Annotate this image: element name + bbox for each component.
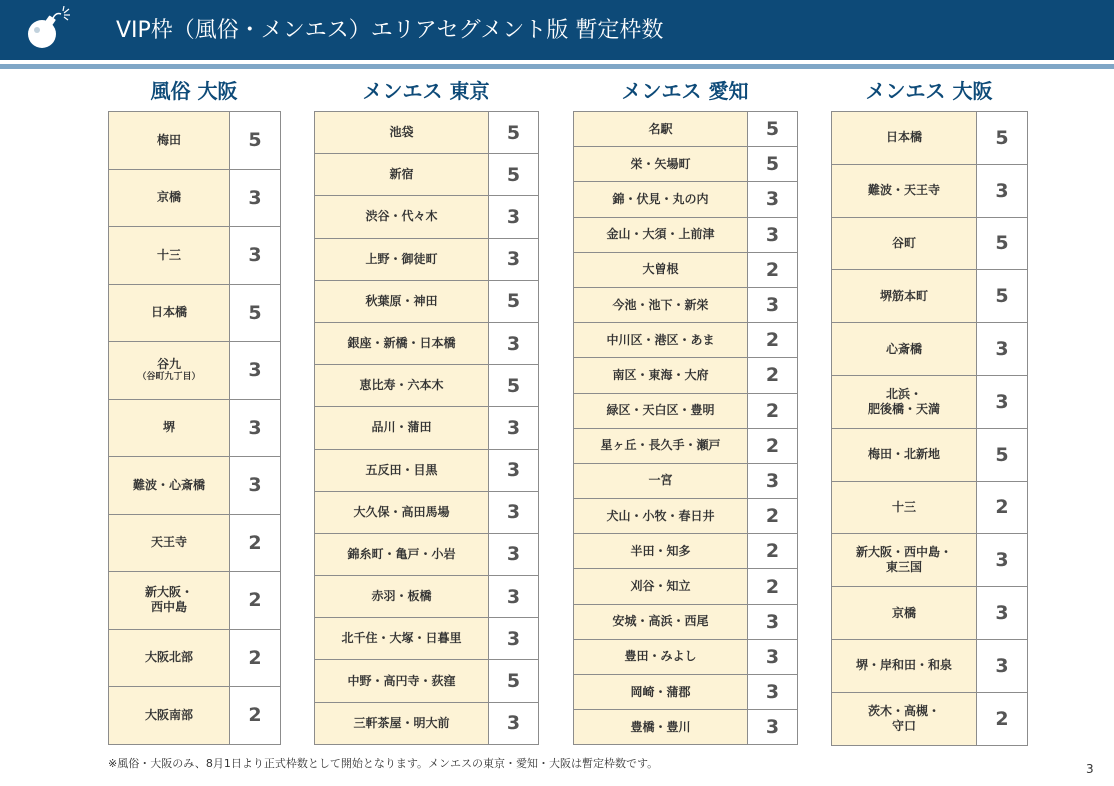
area-cell — [315, 196, 489, 238]
table-row — [315, 280, 539, 322]
slot-count: 3 — [748, 287, 798, 322]
area-name: 豊田・みよし — [624, 649, 697, 664]
area-name: 日本橋 — [150, 305, 187, 320]
area-cell — [315, 238, 489, 280]
slot-count: 2 — [230, 629, 281, 687]
slot-count: 3 — [977, 323, 1028, 376]
area-cell — [109, 514, 230, 572]
area-cell — [315, 280, 489, 322]
area-cell — [832, 112, 977, 165]
column-title-menes-aichi: メンエス 愛知 — [621, 79, 749, 103]
area-name: 新大阪・ 西中島 — [144, 585, 193, 615]
area-name: 梅田 — [156, 132, 181, 147]
slot-count: 2 — [230, 514, 281, 572]
area-cell — [315, 618, 489, 660]
slot-count: 2 — [748, 252, 798, 287]
table-row — [832, 217, 1028, 270]
area-cell — [109, 457, 230, 515]
area-cell — [315, 491, 489, 533]
area-name: 京橋 — [891, 605, 916, 620]
slot-count: 5 — [977, 217, 1028, 270]
area-name: 星ヶ丘・長久手・瀬戸 — [600, 438, 721, 453]
area-cell — [574, 569, 748, 604]
area-name: 難波・天王寺 — [867, 183, 940, 198]
area-cell — [832, 164, 977, 217]
column-title-menes-tokyo: メンエス 東京 — [362, 79, 490, 103]
table-row — [109, 572, 281, 630]
column-title-fuzoku-osaka: 風俗 大阪 — [150, 79, 238, 103]
area-cell — [315, 533, 489, 575]
table-row — [109, 284, 281, 342]
table-row — [109, 227, 281, 285]
area-name: 大阪南部 — [144, 707, 193, 722]
area-cell — [574, 499, 748, 534]
slot-count: 3 — [230, 227, 281, 285]
slot-count: 3 — [748, 710, 798, 745]
area-cell — [574, 217, 748, 252]
area-name: 梅田・北新地 — [867, 447, 940, 462]
area-cell — [109, 629, 230, 687]
table-row — [574, 463, 798, 498]
slot-count: 5 — [748, 112, 798, 147]
area-cell — [574, 710, 748, 745]
area-name: 栄・矢場町 — [630, 156, 691, 171]
area-cell — [574, 147, 748, 182]
table-row — [832, 692, 1028, 745]
slot-count: 2 — [748, 323, 798, 358]
table-row — [832, 112, 1028, 165]
table-row — [109, 112, 281, 170]
area-cell — [315, 702, 489, 744]
area-name: 刈谷・知立 — [630, 579, 691, 594]
slot-count: 3 — [748, 639, 798, 674]
table-row — [315, 449, 539, 491]
slot-count: 3 — [977, 587, 1028, 640]
table-row — [832, 375, 1028, 428]
area-name: 池袋 — [389, 125, 414, 140]
table-row — [832, 534, 1028, 587]
slot-count: 3 — [489, 238, 539, 280]
slot-count: 5 — [748, 147, 798, 182]
area-cell — [109, 342, 230, 400]
table-row — [315, 365, 539, 407]
table-row — [574, 182, 798, 217]
table-row — [109, 399, 281, 457]
area-cell — [574, 287, 748, 322]
slot-count: 5 — [230, 284, 281, 342]
slot-count: 2 — [748, 499, 798, 534]
table-row — [574, 358, 798, 393]
area-name: 品川・蒲田 — [371, 420, 432, 435]
area-name: 堺筋本町 — [879, 288, 928, 303]
area-cell — [315, 365, 489, 407]
slot-count: 3 — [977, 375, 1028, 428]
slot-count: 2 — [748, 428, 798, 463]
table-row — [574, 147, 798, 182]
slot-count: 2 — [977, 481, 1028, 534]
table-row — [574, 534, 798, 569]
slot-count: 3 — [489, 618, 539, 660]
area-cell — [315, 322, 489, 364]
slot-count: 5 — [489, 365, 539, 407]
table-row — [109, 629, 281, 687]
area-name: 日本橋 — [885, 130, 922, 145]
area-cell — [574, 534, 748, 569]
slot-count: 3 — [748, 217, 798, 252]
area-name: 半田・知多 — [630, 543, 691, 558]
area-name: 十三 — [891, 499, 916, 514]
slot-count: 3 — [230, 169, 281, 227]
table-row — [574, 252, 798, 287]
slot-count: 5 — [489, 280, 539, 322]
area-cell — [109, 572, 230, 630]
area-name: 大曽根 — [642, 262, 679, 277]
header-accent-line — [0, 64, 1114, 69]
table-row — [574, 499, 798, 534]
table-row — [574, 675, 798, 710]
table-menes-tokyo — [314, 111, 539, 745]
page-number: 3 — [1086, 762, 1094, 776]
area-name: 南区・東海・大府 — [612, 367, 709, 382]
area-cell — [574, 393, 748, 428]
area-name: 堺 — [162, 420, 175, 435]
area-cell — [832, 534, 977, 587]
table-row — [315, 660, 539, 702]
area-cell — [574, 358, 748, 393]
table-row — [574, 323, 798, 358]
slot-count: 5 — [977, 428, 1028, 481]
area-cell — [109, 112, 230, 170]
area-cell — [109, 399, 230, 457]
slot-count: 3 — [489, 449, 539, 491]
area-name: 緑区・天白区・豊明 — [606, 403, 715, 418]
table-row — [315, 238, 539, 280]
area-subname: （谷町九丁目） — [137, 372, 201, 383]
slot-count: 5 — [489, 660, 539, 702]
table-row — [574, 569, 798, 604]
area-name: 谷町 — [891, 235, 916, 250]
slot-count: 2 — [230, 687, 281, 745]
area-name: 谷九 — [156, 357, 181, 372]
header-bar — [0, 0, 1114, 60]
table-row — [832, 323, 1028, 376]
slot-count: 3 — [489, 491, 539, 533]
area-name: 新大阪・西中島・ 東三国 — [855, 545, 952, 575]
slot-count: 2 — [977, 692, 1028, 745]
table-row — [315, 322, 539, 364]
area-cell — [832, 481, 977, 534]
area-cell — [109, 227, 230, 285]
area-cell — [832, 375, 977, 428]
slot-count: 3 — [489, 576, 539, 618]
area-name: 名駅 — [648, 121, 673, 136]
table-row — [574, 287, 798, 322]
area-name: 中川区・港区・あま — [606, 332, 715, 347]
slot-count: 3 — [230, 457, 281, 515]
table-row — [832, 164, 1028, 217]
table-row — [574, 217, 798, 252]
table-row — [109, 169, 281, 227]
table-row — [574, 112, 798, 147]
area-name: 大阪北部 — [144, 650, 193, 665]
area-cell — [574, 675, 748, 710]
table-row — [574, 710, 798, 745]
area-name: 今池・池下・新栄 — [612, 297, 709, 312]
table-menes-osaka — [831, 111, 1028, 746]
slot-count: 5 — [977, 270, 1028, 323]
slot-count: 3 — [489, 702, 539, 744]
table-row — [574, 428, 798, 463]
page-title: VIP枠（風俗・メンエス）エリアセグメント版 暫定枠数 — [116, 18, 664, 43]
area-name: 豊橋・豊川 — [630, 719, 691, 734]
slot-count: 2 — [748, 534, 798, 569]
slot-count: 3 — [230, 342, 281, 400]
area-name: 秋葉原・神田 — [365, 293, 438, 308]
slot-count: 3 — [230, 399, 281, 457]
table-row — [574, 604, 798, 639]
area-cell — [832, 587, 977, 640]
area-cell — [574, 639, 748, 674]
table-row — [574, 393, 798, 428]
area-name: 天王寺 — [150, 535, 187, 550]
area-cell — [574, 604, 748, 639]
slot-count: 3 — [489, 407, 539, 449]
area-name: 犬山・小牧・春日井 — [606, 508, 715, 523]
area-name: 銀座・新橋・日本橋 — [347, 336, 456, 351]
table-row — [109, 514, 281, 572]
slot-count: 3 — [977, 639, 1028, 692]
area-name: 岡崎・蒲郡 — [630, 684, 691, 699]
table-row — [315, 618, 539, 660]
area-cell — [574, 323, 748, 358]
area-name: 中野・高円寺・荻窪 — [347, 673, 456, 688]
table-fuzoku-osaka — [108, 111, 281, 745]
area-cell — [315, 576, 489, 618]
slot-count: 3 — [977, 534, 1028, 587]
table-row — [109, 342, 281, 400]
slot-count: 3 — [748, 675, 798, 710]
area-cell — [574, 182, 748, 217]
area-cell — [574, 112, 748, 147]
area-name: 北千住・大塚・日暮里 — [341, 631, 462, 646]
area-cell — [574, 252, 748, 287]
area-name: 茨木・高槻・ 守口 — [867, 703, 940, 733]
slot-count: 5 — [977, 112, 1028, 165]
area-name: 安城・高浜・西尾 — [612, 614, 709, 629]
area-cell — [315, 407, 489, 449]
slot-count: 2 — [748, 393, 798, 428]
area-name: 新宿 — [389, 167, 414, 182]
area-name: 一宮 — [648, 473, 673, 488]
table-row — [315, 576, 539, 618]
slot-count: 5 — [230, 112, 281, 170]
area-cell — [832, 323, 977, 376]
area-name: 十三 — [156, 247, 181, 262]
table-menes-aichi — [573, 111, 798, 745]
table-row — [109, 687, 281, 745]
area-cell — [109, 169, 230, 227]
bomb-icon — [22, 6, 74, 52]
area-cell — [109, 687, 230, 745]
table-row — [315, 407, 539, 449]
table-row — [315, 154, 539, 196]
slot-count: 2 — [748, 569, 798, 604]
area-name: 北浜・ 肥後橋・天満 — [867, 386, 940, 416]
area-name: 赤羽・板橋 — [371, 589, 432, 604]
area-cell — [832, 639, 977, 692]
area-cell — [574, 428, 748, 463]
area-name: 難波・心斎橋 — [132, 477, 205, 492]
area-name: 堺・岸和田・和泉 — [855, 658, 952, 673]
table-row — [109, 457, 281, 515]
area-name: 五反田・目黒 — [365, 462, 438, 477]
area-name: 恵比寿・六本木 — [359, 378, 444, 393]
area-cell — [574, 463, 748, 498]
table-row — [832, 428, 1028, 481]
area-name: 錦・伏見・丸の内 — [612, 191, 709, 206]
table-row — [574, 639, 798, 674]
table-row — [832, 270, 1028, 323]
area-cell — [832, 217, 977, 270]
slot-count: 3 — [977, 164, 1028, 217]
slot-count: 3 — [748, 463, 798, 498]
slot-count: 3 — [489, 196, 539, 238]
area-cell — [315, 112, 489, 154]
area-cell — [832, 428, 977, 481]
table-row — [832, 481, 1028, 534]
slot-count: 3 — [489, 533, 539, 575]
slot-count: 5 — [489, 112, 539, 154]
table-row — [832, 587, 1028, 640]
table-row — [315, 702, 539, 744]
area-name: 錦糸町・亀戸・小岩 — [347, 546, 456, 561]
slot-count: 2 — [748, 358, 798, 393]
slot-count: 3 — [748, 182, 798, 217]
area-name: 上野・御徒町 — [365, 251, 438, 266]
table-row — [315, 533, 539, 575]
area-name: 三軒茶屋・明大前 — [353, 715, 450, 730]
area-cell — [315, 660, 489, 702]
area-name: 金山・大須・上前津 — [606, 227, 715, 242]
slot-count: 5 — [489, 154, 539, 196]
area-name: 京橋 — [156, 190, 181, 205]
slot-count: 2 — [230, 572, 281, 630]
table-row — [832, 639, 1028, 692]
area-cell — [109, 284, 230, 342]
table-row — [315, 196, 539, 238]
area-cell — [315, 154, 489, 196]
slot-count: 3 — [748, 604, 798, 639]
table-row — [315, 491, 539, 533]
area-name: 大久保・高田馬場 — [353, 504, 450, 519]
area-name: 心斎橋 — [885, 341, 922, 356]
area-cell — [832, 692, 977, 745]
area-cell — [315, 449, 489, 491]
area-name: 渋谷・代々木 — [365, 209, 438, 224]
table-row — [315, 112, 539, 154]
slot-count: 3 — [489, 322, 539, 364]
footnote: ※風俗・大阪のみ、8月1日より正式枠数として開始となります。メンエスの東京・愛知・大阪は暫定枠数です。 — [108, 757, 659, 770]
area-cell — [832, 270, 977, 323]
column-title-menes-osaka: メンエス 大阪 — [865, 79, 993, 103]
